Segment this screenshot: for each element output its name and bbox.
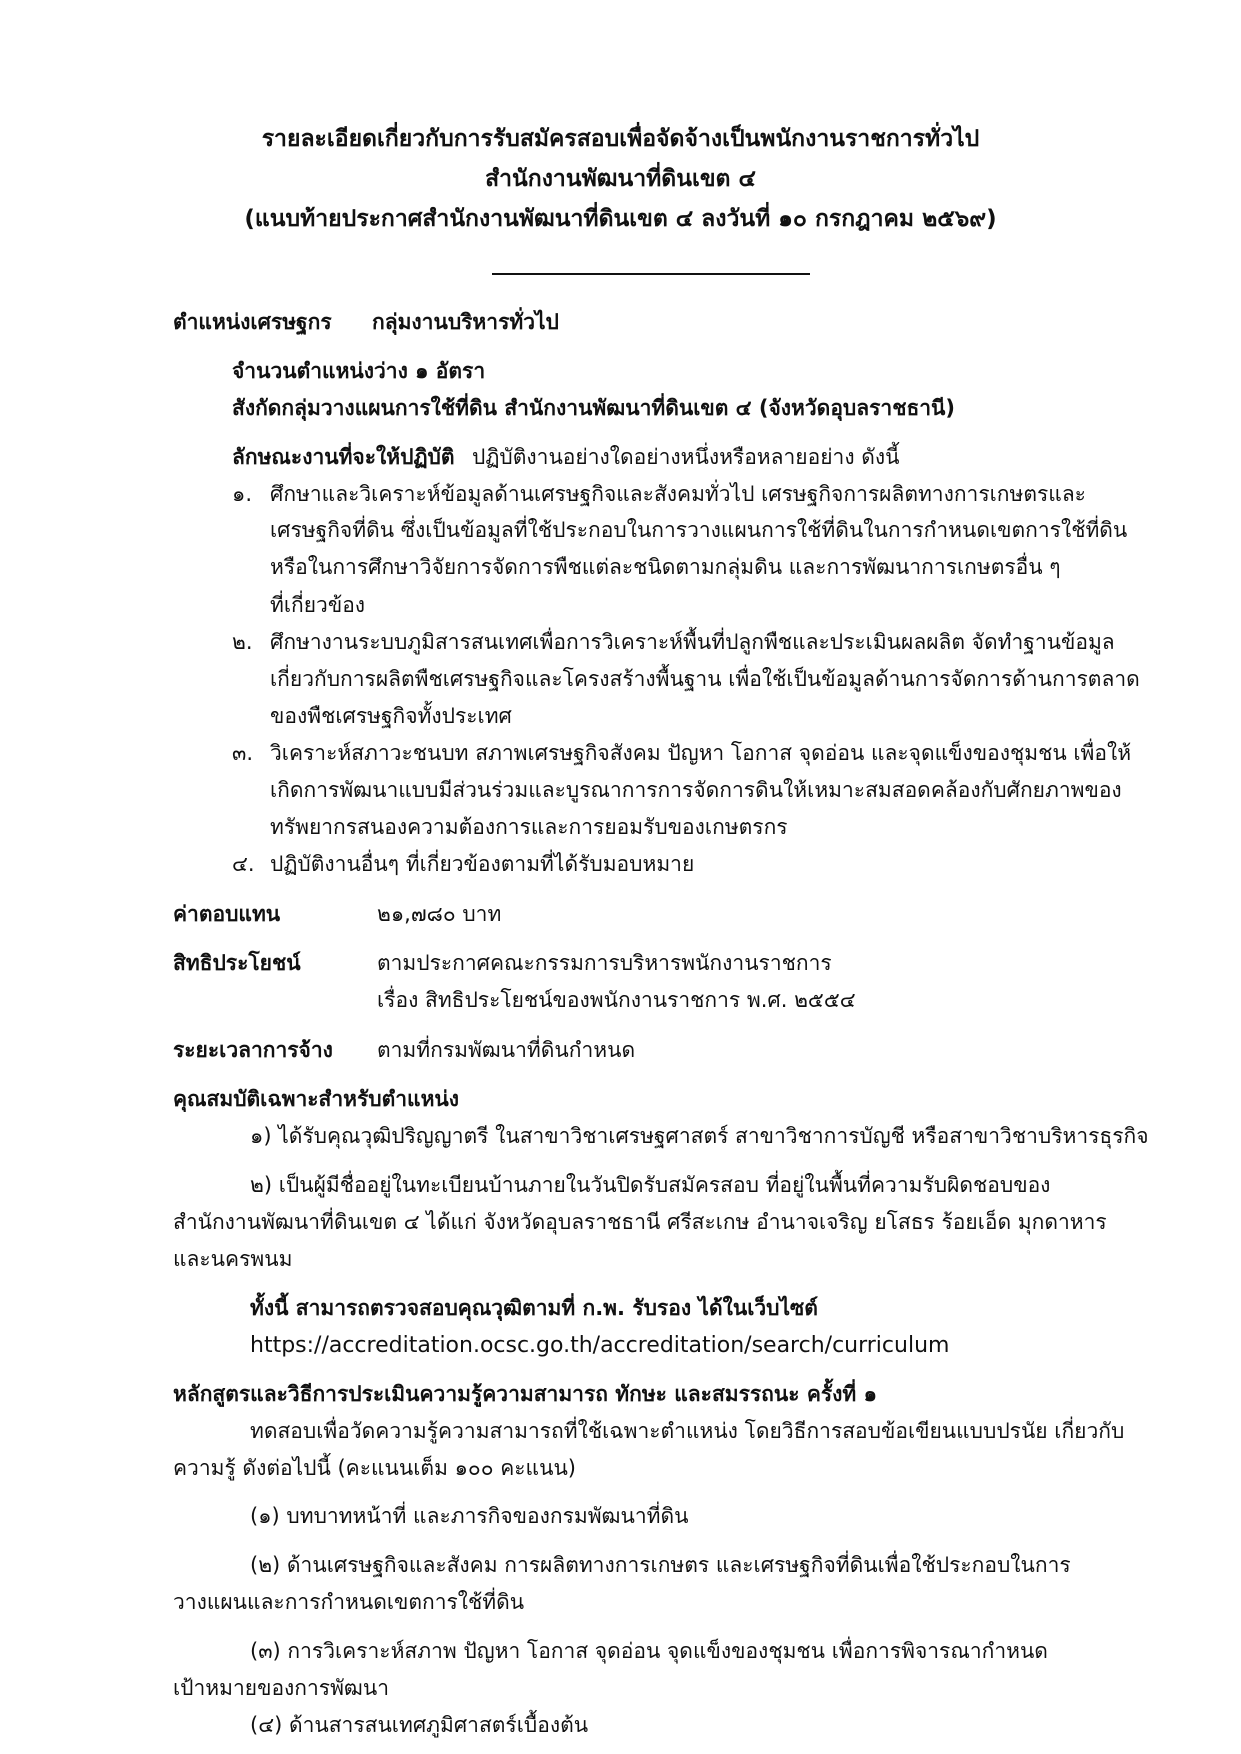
duty-line: เกิดการพัฒนาแบบมีส่วนร่วมและบูรณาการการจัดการดินให้เหมาะสมสอดคล้องกับศักยภาพของ: [270, 778, 1122, 802]
duty-line: ปฏิบัติงานอื่นๆ ที่เกี่ยวข้องตามที่ได้รับมอบหมาย: [270, 852, 695, 876]
duty-line: ของพืชเศรษฐกิจทั้งประเทศ: [270, 704, 512, 728]
qualifications-heading: คุณสมบัติเฉพาะสำหรับตำแหน่ง: [173, 1087, 460, 1111]
duty-line: ที่เกี่ยวข้อง: [270, 593, 366, 617]
duty-number: ๔.: [232, 852, 255, 876]
accreditation-url[interactable]: https://accreditation.ocsc.go.th/accreditation/search/curriculum: [250, 1333, 950, 1358]
qualification-1: ๑) ได้รับคุณวุฒิปริญญาตรี ในสาขาวิชาเศรษฐศาสตร์ สาขาวิชาการบัญชี หรือสาขาวิชาบริหารธุรกิจ: [250, 1124, 1149, 1148]
duty-number: ๒.: [232, 630, 253, 654]
position-label: ตำแหน่งเศรษฐกร: [173, 310, 332, 334]
curriculum-item: (๒) ด้านเศรษฐกิจและสังคม การผลิตทางการเกษตร และเศรษฐกิจที่ดินเพื่อใช้ประกอบในการ: [250, 1553, 1071, 1577]
duties-label: ลักษณะงานที่จะให้ปฏิบัติ: [232, 445, 455, 469]
duty-line: หรือในการศึกษาวิจัยการจัดการพืชแต่ละชนิดตามกลุ่มดิน และการพัฒนาการเกษตรอื่น ๆ: [270, 555, 1061, 579]
curriculum-heading: หลักสูตรและวิธีการประเมินความรู้ความสามารถ ทักษะ และสมรรถนะ ครั้งที่ ๑: [173, 1382, 877, 1406]
affiliation: สังกัดกลุ่มวางแผนการใช้ที่ดิน สำนักงานพัฒนาที่ดินเขต ๔ (จังหวัดอุบลราชธานี): [232, 396, 956, 420]
duties-intro: ปฏิบัติงานอย่างใดอย่างหนึ่งหรือหลายอย่าง ดังนี้: [472, 445, 900, 469]
benefits-line1: ตามประกาศคณะกรรมการบริหารพนักงานราชการ: [377, 951, 832, 975]
accreditation-note: ทั้งนี้ สามารถตรวจสอบคุณวุฒิตามที่ ก.พ. รับรอง ได้ในเว็บไซต์: [250, 1296, 818, 1320]
header-divider: [492, 273, 810, 275]
compensation-value: ๒๑,๗๘๐ บาท: [377, 902, 502, 926]
period-value: ตามที่กรมพัฒนาที่ดินกำหนด: [377, 1038, 636, 1062]
benefits-line2: เรื่อง สิทธิประโยชน์ของพนักงานราชการ พ.ศ. ๒๕๕๔: [377, 988, 856, 1012]
qualification-2-line: สำนักงานพัฒนาที่ดินเขต ๔ ได้แก่ จังหวัดอุบลราชธานี ศรีสะเกษ อำนาจเจริญ ยโสธร ร้อยเอ็ด มุกดาหาร: [173, 1210, 1107, 1234]
qualification-2-line: และนครพนม: [173, 1247, 293, 1271]
duty-number: ๑.: [232, 482, 253, 506]
compensation-label: ค่าตอบแทน: [173, 902, 281, 926]
period-label: ระยะเวลาการจ้าง: [173, 1038, 333, 1062]
vacancy-count: จำนวนตำแหน่งว่าง ๑ อัตรา: [232, 359, 486, 383]
curriculum-item: (๔) ด้านสารสนเทศภูมิศาสตร์เบื้องต้น: [250, 1713, 589, 1737]
duty-line: เศรษฐกิจที่ดิน ซึ่งเป็นข้อมูลที่ใช้ประกอบในการวางแผนการใช้ที่ดินในการกำหนดเขตการใช้ที่ดิน: [270, 518, 1128, 542]
benefits-label: สิทธิประโยชน์: [173, 951, 301, 975]
qualification-2-line: ๒) เป็นผู้มีชื่ออยู่ในทะเบียนบ้านภายในวันปิดรับสมัครสอบ ที่อยู่ในพื้นที่ความรับผิดชอบของ: [250, 1173, 1051, 1197]
curriculum-intro-line: ความรู้ ดังต่อไปนี้ (คะแนนเต็ม ๑๐๐ คะแนน): [173, 1456, 576, 1480]
duty-line: เกี่ยวกับการผลิตพืชเศรษฐกิจและโครงสร้างพื้นฐาน เพื่อใช้เป็นข้อมูลด้านการจัดการด้านการตลาด: [270, 667, 1140, 691]
duty-line: ทรัพยากรสนองความต้องการและการยอมรับของเกษตรกร: [270, 815, 788, 839]
curriculum-item-cont: เป้าหมายของการพัฒนา: [173, 1676, 390, 1700]
curriculum-intro-line: ทดสอบเพื่อวัดความรู้ความสามารถที่ใช้เฉพาะตำแหน่ง โดยวิธีการสอบข้อเขียนแบบปรนัย เกี่ยวกับ: [250, 1419, 1125, 1443]
duty-line: ศึกษางานระบบภูมิสารสนเทศเพื่อการวิเคราะห์พื้นที่ปลูกพืชและประเมินผลผลิต จัดทำฐานข้อมูล: [270, 630, 1115, 654]
duty-number: ๓.: [232, 741, 254, 765]
duty-line: ศึกษาและวิเคราะห์ข้อมูลด้านเศรษฐกิจและสังคมทั่วไป เศรษฐกิจการผลิตทางการเกษตรและ: [270, 482, 1086, 506]
curriculum-item: (๓) การวิเคราะห์สภาพ ปัญหา โอกาส จุดอ่อน จุดแข็งของชุมชน เพื่อการพิจารณากำหนด: [250, 1639, 1048, 1663]
duty-line: วิเคราะห์สภาวะชนบท สภาพเศรษฐกิจสังคม ปัญหา โอกาส จุดอ่อน และจุดแข็งของชุมชน เพื่อให้: [270, 741, 1132, 765]
header-title-line1: รายละเอียดเกี่ยวกับการรับสมัครสอบเพื่อจัดจ้างเป็นพนักงานราชการทั่วไป: [261, 126, 980, 152]
curriculum-item-cont: วางแผนและการกำหนดเขตการใช้ที่ดิน: [173, 1590, 525, 1614]
header-title-line2: สำนักงานพัฒนาที่ดินเขต ๔: [485, 166, 756, 192]
header-title-line3: (แนบท้ายประกาศสำนักงานพัฒนาที่ดินเขต ๔ ลงวันที่ ๑๐ กรกฎาคม ๒๕๖๙): [244, 206, 997, 232]
curriculum-item: (๑) บทบาทหน้าที่ และภารกิจของกรมพัฒนาที่ดิน: [250, 1504, 689, 1528]
position-group: กลุ่มงานบริหารทั่วไป: [372, 310, 559, 334]
